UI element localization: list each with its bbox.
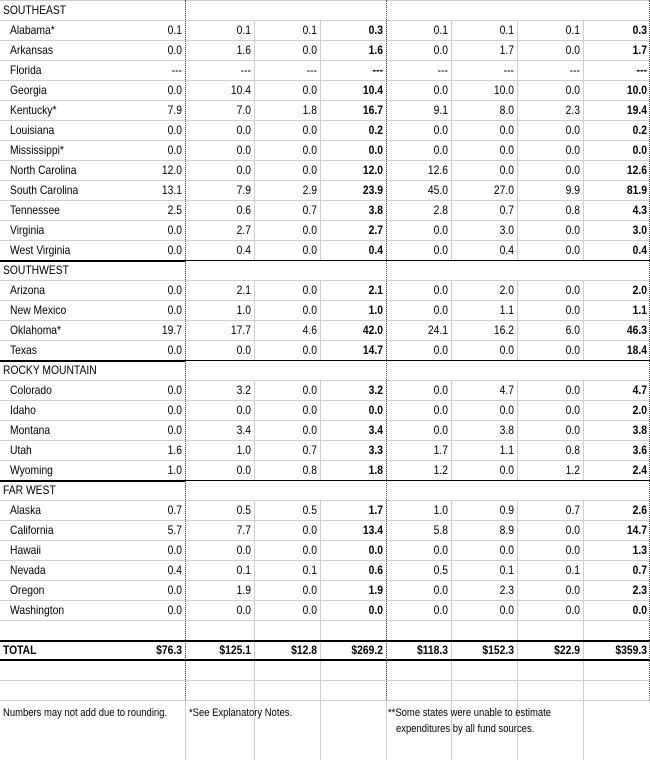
state-name: Alabama* (10, 23, 55, 37)
table-cell: 0.1 (565, 23, 580, 37)
table-cell: 12.0 (362, 163, 383, 177)
table-cell: 0.0 (167, 403, 182, 417)
table-cell: 0.0 (565, 403, 580, 417)
table-row (0, 420, 650, 440)
table-cell: 0.0 (433, 123, 448, 137)
table-cell: 0.0 (302, 83, 317, 97)
table-cell: 0.0 (565, 303, 580, 317)
table-cell: 2.1 (368, 283, 383, 297)
table-cell: 81.9 (626, 183, 647, 197)
table-cell: 0.0 (433, 583, 448, 597)
column-separator (185, 0, 186, 700)
table-cell: 17.7 (230, 323, 251, 337)
table-cell: 0.0 (499, 143, 514, 157)
footnote-rounding: Numbers may not add due to rounding. (3, 707, 168, 719)
table-row (0, 600, 650, 620)
table-cell: 3.4 (368, 423, 383, 437)
table-cell: 18.4 (626, 343, 647, 357)
table-cell: 3.6 (632, 443, 647, 457)
table-cell: 0.0 (565, 543, 580, 557)
table-cell: 0.0 (167, 583, 182, 597)
table-cell: 0.0 (302, 223, 317, 237)
table-cell: 3.2 (368, 383, 383, 397)
table-cell: 0.5 (236, 503, 251, 517)
table-cell: 0.7 (302, 443, 317, 457)
table-cell: 4.7 (632, 383, 647, 397)
table-cell: 2.1 (236, 283, 251, 297)
table-cell: --- (240, 63, 251, 77)
table-row (0, 580, 650, 600)
table-cell: 0.0 (368, 403, 383, 417)
table-cell: 1.0 (236, 303, 251, 317)
table-cell: --- (437, 63, 448, 77)
table-cell: 0.0 (236, 143, 251, 157)
table-cell: 0.0 (236, 603, 251, 617)
table-cell: 0.0 (167, 303, 182, 317)
table-cell: 0.0 (302, 143, 317, 157)
table-cell: 0.0 (167, 243, 182, 257)
table-cell: 0.1 (433, 23, 448, 37)
table-cell: 0.0 (302, 383, 317, 397)
table-row (0, 280, 650, 300)
table-row (0, 380, 650, 400)
state-name: Mississippi* (10, 143, 64, 157)
table-cell: 0.0 (167, 223, 182, 237)
table-row (0, 240, 650, 260)
table-cell: 0.0 (236, 543, 251, 557)
table-cell: 16.7 (362, 103, 383, 117)
table-cell: 0.1 (499, 23, 514, 37)
table-cell: 0.0 (236, 463, 251, 477)
blank-row (0, 660, 650, 680)
state-name: West Virginia (10, 243, 71, 257)
state-name: Louisiana (10, 123, 55, 137)
table-cell: 0.0 (565, 83, 580, 97)
table-cell: 0.0 (565, 343, 580, 357)
table-cell: 10.4 (230, 83, 251, 97)
table-cell: 0.1 (236, 23, 251, 37)
table-cell: 2.5 (167, 203, 182, 217)
footnote-estimate-cont: expenditures by all fund sources. (396, 723, 535, 735)
table-cell: 0.0 (433, 143, 448, 157)
table-cell: 0.0 (167, 603, 182, 617)
table-cell: 0.0 (236, 403, 251, 417)
table-cell: 2.8 (433, 203, 448, 217)
table-cell: 45.0 (427, 183, 448, 197)
table-cell: 0.0 (565, 123, 580, 137)
state-name: Kentucky* (10, 103, 57, 117)
total-cell: $12.8 (291, 643, 317, 657)
state-name: Washington (10, 603, 65, 617)
table-cell: 12.0 (161, 163, 182, 177)
state-name: Idaho (10, 403, 36, 417)
table-cell: 8.0 (499, 103, 514, 117)
table-cell: 0.5 (302, 503, 317, 517)
total-cell: $359.3 (615, 643, 647, 657)
table-cell: 1.8 (302, 103, 317, 117)
blank-row (0, 680, 650, 700)
table-cell: 0.1 (499, 563, 514, 577)
table-cell: 0.0 (433, 423, 448, 437)
table-cell: 0.0 (302, 523, 317, 537)
table-cell: 0.0 (565, 383, 580, 397)
table-cell: 24.1 (427, 323, 448, 337)
region-name: SOUTHEAST (3, 3, 67, 17)
total-label: TOTAL (3, 643, 37, 657)
table-cell: 3.4 (236, 423, 251, 437)
table-cell: 16.2 (493, 323, 514, 337)
table-cell: 1.7 (632, 43, 647, 57)
table-cell: 1.7 (433, 443, 448, 457)
table-cell: 0.7 (565, 503, 580, 517)
table-cell: 1.1 (499, 443, 514, 457)
table-cell: 0.0 (499, 343, 514, 357)
table-cell: 2.3 (565, 103, 580, 117)
table-cell: 9.9 (565, 183, 580, 197)
table-cell: 0.0 (368, 603, 383, 617)
table-cell: --- (636, 63, 647, 77)
table-cell: 3.8 (368, 203, 383, 217)
state-name: Virginia (10, 223, 45, 237)
table-cell: 0.0 (167, 543, 182, 557)
table-cell: 0.0 (167, 283, 182, 297)
state-name: North Carolina (10, 163, 77, 177)
table-cell: 0.4 (167, 563, 182, 577)
table-row (0, 120, 650, 140)
table-cell: 0.0 (565, 163, 580, 177)
table-cell: 1.3 (632, 543, 647, 557)
table-cell: --- (372, 63, 383, 77)
region-header-mask (186, 1, 650, 20)
table-cell: 1.0 (236, 443, 251, 457)
table-cell: 0.0 (302, 243, 317, 257)
table-row (0, 300, 650, 320)
table-cell: 0.0 (433, 83, 448, 97)
table-cell: 2.7 (368, 223, 383, 237)
table-row (0, 160, 650, 180)
table-cell: 1.7 (499, 43, 514, 57)
table-cell: 0.0 (368, 543, 383, 557)
table-cell: 0.0 (433, 603, 448, 617)
table-cell: 0.1 (302, 23, 317, 37)
table-row (0, 520, 650, 540)
table-cell: 0.3 (632, 23, 647, 37)
table-cell: 0.0 (433, 403, 448, 417)
table-cell: 0.0 (632, 603, 647, 617)
table-cell: 13.1 (161, 183, 182, 197)
table-cell: 0.0 (236, 163, 251, 177)
table-cell: --- (306, 63, 317, 77)
table-cell: 1.6 (236, 43, 251, 57)
table-cell: 0.0 (433, 303, 448, 317)
table-cell: 5.8 (433, 523, 448, 537)
table-cell: 0.1 (302, 563, 317, 577)
table-cell: 0.0 (632, 143, 647, 157)
table-cell: 27.0 (493, 183, 514, 197)
table-cell: 0.6 (368, 563, 383, 577)
table-cell: 0.1 (167, 23, 182, 37)
table-cell: 0.0 (302, 543, 317, 557)
table-cell: 1.7 (368, 503, 383, 517)
state-name: New Mexico (10, 303, 67, 317)
gridline-horizontal (0, 700, 650, 701)
table-cell: 0.0 (565, 583, 580, 597)
table-cell: 7.9 (167, 103, 182, 117)
table-cell: 0.0 (433, 43, 448, 57)
table-cell: 7.9 (236, 183, 251, 197)
state-name: Wyoming (10, 463, 53, 477)
table-cell: 1.1 (632, 303, 647, 317)
blank-row (0, 620, 650, 640)
state-name: Texas (10, 343, 37, 357)
table-row (0, 40, 650, 60)
table-cell: 1.6 (368, 43, 383, 57)
table-cell: 0.0 (499, 163, 514, 177)
table-cell: 0.4 (632, 243, 647, 257)
table-cell: 0.0 (302, 163, 317, 177)
table-cell: 10.0 (626, 83, 647, 97)
table-cell: --- (569, 63, 580, 77)
table-cell: 0.0 (565, 423, 580, 437)
state-name: California (10, 523, 54, 537)
table-cell: 0.0 (433, 223, 448, 237)
table-cell: 0.4 (368, 243, 383, 257)
footnote-explanatory: *See Explanatory Notes. (189, 707, 293, 719)
table-cell: 1.0 (433, 503, 448, 517)
total-row (0, 640, 650, 660)
table-cell: 0.7 (302, 203, 317, 217)
table-row (0, 340, 650, 360)
table-row (0, 200, 650, 220)
table-cell: 0.0 (368, 143, 383, 157)
table-cell: 3.8 (499, 423, 514, 437)
table-cell: 10.0 (493, 83, 514, 97)
table-cell: 0.0 (565, 283, 580, 297)
state-name: Hawaii (10, 543, 41, 557)
table-cell: 0.8 (565, 443, 580, 457)
table-cell: --- (503, 63, 514, 77)
table-cell: 14.7 (362, 343, 383, 357)
table-cell: 0.7 (499, 203, 514, 217)
table-cell: 0.0 (167, 343, 182, 357)
table-cell: 12.6 (626, 163, 647, 177)
table-row (0, 20, 650, 40)
table-cell: 0.0 (565, 523, 580, 537)
table-cell: 46.3 (626, 323, 647, 337)
state-name: Oregon (10, 583, 45, 597)
table-cell: 0.0 (167, 143, 182, 157)
table-cell: 0.0 (433, 243, 448, 257)
table-cell: 0.8 (565, 203, 580, 217)
table-cell: 0.0 (167, 123, 182, 137)
table-row (0, 500, 650, 520)
table-cell: 2.0 (632, 283, 647, 297)
state-name: Nevada (10, 563, 46, 577)
state-name: Tennessee (10, 203, 60, 217)
table-row (0, 540, 650, 560)
table-cell: 0.0 (565, 143, 580, 157)
table-cell: 0.1 (236, 563, 251, 577)
table-cell: 0.0 (499, 123, 514, 137)
table-cell: 0.8 (302, 463, 317, 477)
table-cell: 7.0 (236, 103, 251, 117)
table-cell: 2.3 (499, 583, 514, 597)
table-cell: 2.0 (499, 283, 514, 297)
table-cell: 19.4 (626, 103, 647, 117)
region-name: FAR WEST (3, 483, 56, 497)
total-cell: $76.3 (156, 643, 182, 657)
table-cell: 12.6 (427, 163, 448, 177)
table-cell: 0.0 (433, 383, 448, 397)
state-name: Georgia (10, 83, 47, 97)
table-cell: 0.2 (632, 123, 647, 137)
table-cell: 0.5 (433, 563, 448, 577)
table-cell: 4.6 (302, 323, 317, 337)
region-name: ROCKY MOUNTAIN (3, 363, 97, 377)
table-cell: 1.8 (368, 463, 383, 477)
footnote-estimate: **Some states were unable to estimate (388, 707, 552, 719)
table-cell: 0.0 (499, 543, 514, 557)
table-row (0, 100, 650, 120)
table-cell: 0.0 (565, 223, 580, 237)
table-cell: 3.0 (499, 223, 514, 237)
table-cell: 0.0 (302, 43, 317, 57)
table-cell: 14.7 (626, 523, 647, 537)
table-cell: 0.0 (302, 583, 317, 597)
table-cell: 0.0 (302, 603, 317, 617)
state-name: South Carolina (10, 183, 79, 197)
table-cell: 1.9 (368, 583, 383, 597)
table-cell: 8.9 (499, 523, 514, 537)
state-name: Oklahoma* (10, 323, 62, 337)
table-cell: 0.0 (565, 43, 580, 57)
table-cell: 0.0 (302, 283, 317, 297)
region-header-mask (186, 261, 650, 280)
table-row (0, 220, 650, 240)
table-cell: 13.4 (362, 523, 383, 537)
total-cell: $269.2 (351, 643, 383, 657)
column-separator (386, 0, 387, 700)
table-row (0, 460, 650, 480)
table-cell: 0.4 (499, 243, 514, 257)
table-cell: 0.7 (167, 503, 182, 517)
table-cell: 1.9 (236, 583, 251, 597)
table-cell: 0.0 (433, 543, 448, 557)
table-cell: 9.1 (433, 103, 448, 117)
table-cell: 0.0 (302, 343, 317, 357)
table-cell: 0.0 (499, 403, 514, 417)
state-name: Montana (10, 423, 51, 437)
table-cell: --- (171, 63, 182, 77)
table-cell: 1.2 (565, 463, 580, 477)
table-cell: 0.0 (167, 423, 182, 437)
table-cell: 3.2 (236, 383, 251, 397)
total-cell: $118.3 (416, 643, 448, 657)
table-cell: 4.3 (632, 203, 647, 217)
region-header-mask (186, 481, 650, 500)
state-name: Colorado (10, 383, 52, 397)
table-row (0, 80, 650, 100)
table-cell: 0.0 (167, 383, 182, 397)
table-cell: 0.9 (499, 503, 514, 517)
table-cell: 1.6 (167, 443, 182, 457)
state-name: Utah (10, 443, 32, 457)
table-cell: 1.0 (167, 463, 182, 477)
region-name: SOUTHWEST (3, 263, 69, 277)
table-cell: 0.0 (433, 283, 448, 297)
table-cell: 2.6 (632, 503, 647, 517)
table-cell: 0.0 (565, 603, 580, 617)
table-cell: 0.1 (565, 563, 580, 577)
table-cell: 0.0 (499, 463, 514, 477)
table-cell: 0.0 (499, 603, 514, 617)
table-cell: 0.0 (433, 343, 448, 357)
state-name: Alaska (10, 503, 41, 517)
table-row (0, 60, 650, 80)
total-cell: $152.3 (482, 643, 514, 657)
table-cell: 0.4 (236, 243, 251, 257)
table-row (0, 400, 650, 420)
table-cell: 4.7 (499, 383, 514, 397)
table-cell: 0.3 (368, 23, 383, 37)
table-cell: 42.0 (362, 323, 383, 337)
table-cell: 0.0 (302, 403, 317, 417)
table-cell: 0.0 (167, 83, 182, 97)
table-cell: 1.1 (499, 303, 514, 317)
table-cell: 0.0 (302, 423, 317, 437)
table-cell: 0.0 (302, 123, 317, 137)
table-cell: 6.0 (565, 323, 580, 337)
total-cell: $125.1 (219, 643, 251, 657)
table-cell: 1.0 (368, 303, 383, 317)
table-cell: 1.2 (433, 463, 448, 477)
table-cell: 0.6 (236, 203, 251, 217)
table-cell: 23.9 (362, 183, 383, 197)
table-cell: 2.7 (236, 223, 251, 237)
table-cell: 0.2 (368, 123, 383, 137)
table-cell: 2.9 (302, 183, 317, 197)
table-cell: 0.0 (236, 123, 251, 137)
table-cell: 3.0 (632, 223, 647, 237)
state-name: Florida (10, 63, 42, 77)
table-cell: 0.7 (632, 563, 647, 577)
state-name: Arkansas (10, 43, 54, 57)
table-cell: 2.3 (632, 583, 647, 597)
table-cell: 19.7 (161, 323, 182, 337)
table-cell: 0.0 (565, 243, 580, 257)
table-cell: 2.4 (632, 463, 647, 477)
total-cell: $22.9 (554, 643, 580, 657)
table-cell: 0.0 (167, 43, 182, 57)
table-row (0, 180, 650, 200)
table-row (0, 140, 650, 160)
table-row (0, 320, 650, 340)
region-header-mask (186, 361, 650, 380)
table-row (0, 440, 650, 460)
table-cell: 5.7 (167, 523, 182, 537)
table-row (0, 560, 650, 580)
table-cell: 7.7 (236, 523, 251, 537)
table-cell: 3.8 (632, 423, 647, 437)
table-cell: 0.0 (236, 343, 251, 357)
table-cell: 10.4 (362, 83, 383, 97)
state-name: Arizona (10, 283, 45, 297)
table-cell: 3.3 (368, 443, 383, 457)
table-cell: 0.0 (302, 303, 317, 317)
table-cell: 2.0 (632, 403, 647, 417)
